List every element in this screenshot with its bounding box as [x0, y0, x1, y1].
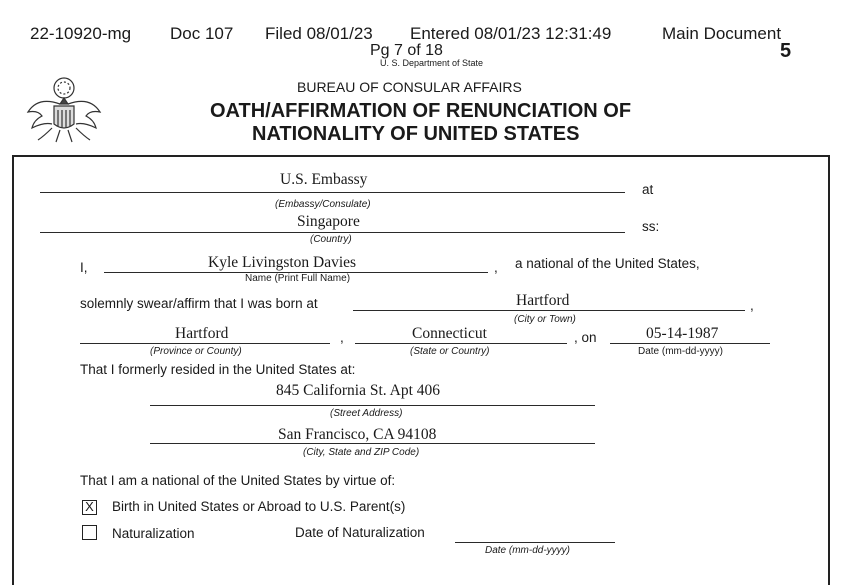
street-caption: (Street Address) [330, 408, 403, 419]
state-department-seal-icon [24, 68, 104, 146]
department-label: U. S. Department of State [380, 58, 484, 68]
resided-text: That I formerly resided in the United States at: [80, 362, 356, 377]
naturalization-date-caption: Date (mm-dd-yyyy) [485, 545, 571, 556]
city-state-zip-value: San Francisco, CA 94108 [278, 426, 437, 443]
birth-city-value: Hartford [516, 292, 570, 309]
ss-label: ss: [642, 219, 660, 234]
country-value: Singapore [297, 213, 360, 230]
state-caption: (State or Country) [410, 346, 490, 357]
at-label: at [642, 182, 654, 197]
city-state-zip-caption: (City, State and ZIP Code) [303, 447, 420, 458]
street-value: 845 California St. Apt 406 [276, 382, 441, 399]
i-label: I, [80, 260, 88, 275]
name-comma: , [494, 260, 498, 275]
full-name-value: Kyle Livingston Davies [208, 254, 357, 271]
birth-city-caption: (City or Town) [514, 314, 576, 325]
naturalization-date-line [455, 542, 615, 543]
state-value: Connecticut [412, 325, 487, 342]
case-number: 22-10920-mg [30, 24, 132, 43]
dob-line [610, 343, 770, 344]
embassy-caption: (Embassy/Consulate) [275, 199, 371, 210]
province-caption: (Province or County) [150, 346, 242, 357]
embassy-line [40, 192, 625, 193]
naturalization-label: Naturalization [112, 526, 195, 541]
country-caption: (Country) [310, 234, 352, 245]
dob-caption: Date (mm-dd-yyyy) [638, 346, 724, 357]
on-label: , on [574, 330, 597, 345]
state-line [355, 343, 567, 344]
dob-value: 05-14-1987 [646, 325, 719, 342]
province-value: Hartford [175, 325, 229, 342]
form-title-line2: NATIONALITY OF UNITED STATES [252, 123, 580, 145]
birth-option-label: Birth in United States or Abroad to U.S. Parent(s) [112, 499, 406, 514]
country-line [40, 232, 625, 233]
swear-text: solemnly swear/affirm that I was born at [80, 296, 318, 311]
birth-city-comma: , [750, 298, 754, 313]
doc-number: Doc 107 [170, 24, 234, 43]
province-line [80, 343, 330, 344]
entered-date: Entered 08/01/23 12:31:49 [410, 24, 612, 43]
street-line [150, 405, 595, 406]
virtue-text: That I am a national of the United States by virtue of: [80, 473, 396, 488]
province-comma: , [340, 330, 344, 345]
main-document-label: Main Document [662, 24, 782, 43]
birth-city-line [353, 310, 745, 311]
birth-option-checkbox[interactable]: X [82, 500, 97, 515]
page-count: Pg 7 of 18 [370, 42, 443, 59]
form-title-line1: OATH/AFFIRMATION OF RENUNCIATION OF [210, 100, 632, 122]
filed-date: Filed 08/01/23 [265, 24, 373, 43]
page-marker: 5 [780, 40, 792, 62]
bureau-label: BUREAU OF CONSULAR AFFAIRS [297, 79, 522, 95]
name-caption: Name (Print Full Name) [245, 273, 351, 284]
naturalization-checkbox[interactable] [82, 525, 97, 540]
national-text: a national of the United States, [515, 256, 700, 271]
embassy-value: U.S. Embassy [280, 171, 368, 188]
city-state-zip-line [150, 443, 595, 444]
naturalization-date-label: Date of Naturalization [295, 525, 425, 540]
